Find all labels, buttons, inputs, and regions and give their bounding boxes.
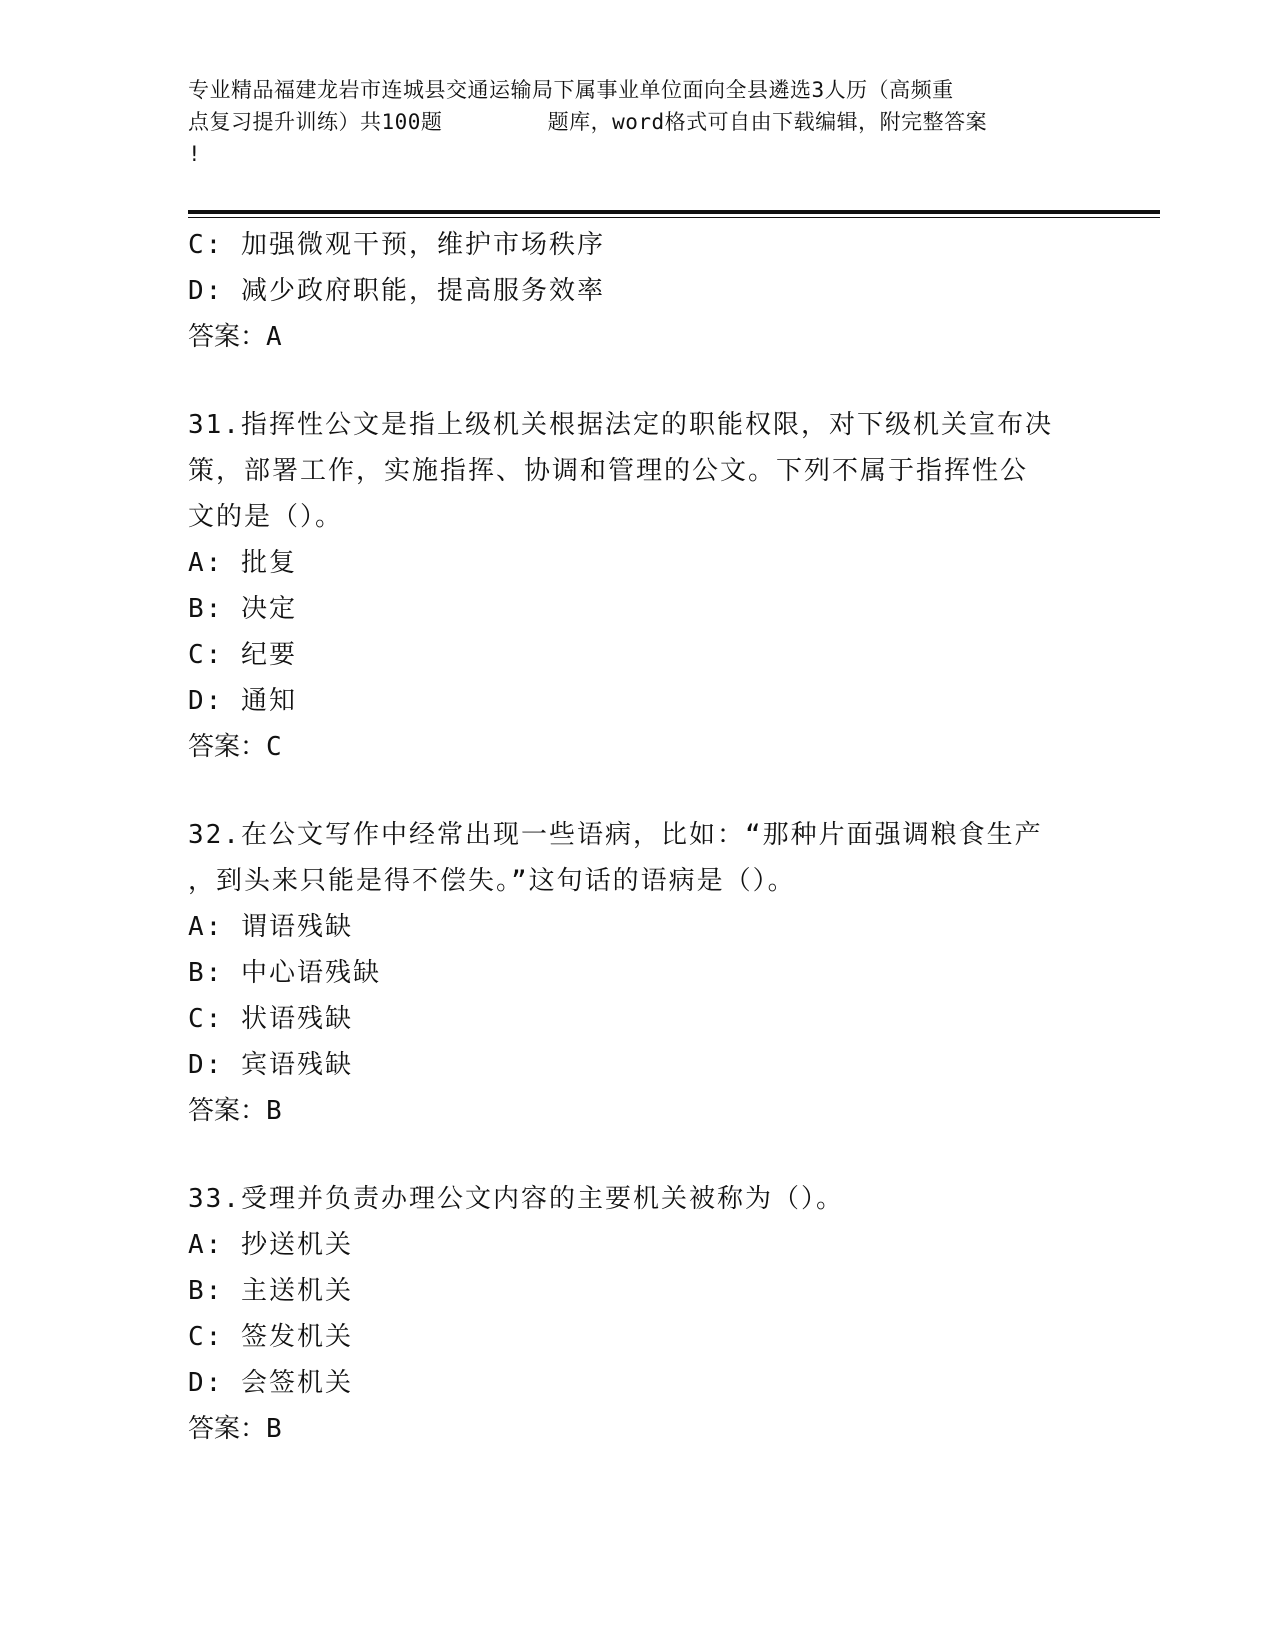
carryover-question: [188, 222, 1088, 360]
answer-line: 答案：B: [188, 1096, 282, 1126]
option-b: B: 主送机关: [188, 1276, 353, 1306]
question-31: [188, 402, 1088, 770]
question-list: [188, 222, 1088, 1452]
option-b: B: 决定: [188, 594, 297, 624]
option-c: C: 加强微观干预，维护市场秩序: [188, 230, 605, 260]
answer-line: 答案：A: [188, 322, 282, 352]
option-d: D: 会签机关: [188, 1368, 353, 1398]
option-a: A: 谓语残缺: [188, 912, 353, 942]
option-d: D: 宾语残缺: [188, 1050, 353, 1080]
question-stem: 31.指挥性公文是指上级机关根据法定的职能权限，对下级机关宣布决: [188, 410, 1053, 440]
header-divider-thin: [188, 217, 1160, 218]
question-stem: 文的是（）。: [188, 502, 344, 532]
option-d: D: 减少政府职能，提高服务效率: [188, 276, 605, 306]
option-d: D: 通知: [188, 686, 297, 716]
question-32: [188, 812, 1088, 1134]
option-c: C: 签发机关: [188, 1322, 353, 1352]
option-c: C: 纪要: [188, 640, 297, 670]
answer-line: 答案：C: [188, 732, 282, 762]
spacer: [188, 1134, 1088, 1176]
header-line: 专业精品福建龙岩市连城县交通运输局下属事业单位面向全县遴选3人历（高频重: [188, 78, 954, 102]
spacer: [188, 360, 1088, 402]
option-a: A: 抄送机关: [188, 1230, 353, 1260]
option-c: C: 状语残缺: [188, 1004, 353, 1034]
header-line: 点复习提升训练）共100题 题库，word格式可自由下载编辑，附完整答案: [188, 110, 988, 134]
question-stem: 32.在公文写作中经常出现一些语病，比如：“那种片面强调粮食生产: [188, 820, 1043, 850]
question-stem: ，到头来只能是得不偿失。”这句话的语病是（）。: [188, 866, 796, 896]
question-stem: 策，部署工作，实施指挥、协调和管理的公文。下列不属于指挥性公: [188, 456, 1029, 486]
option-a: A: 批复: [188, 548, 297, 578]
document-header: [188, 74, 1088, 170]
answer-line: 答案：B: [188, 1414, 282, 1444]
header-line: !: [188, 142, 202, 166]
question-stem: 33.受理并负责办理公文内容的主要机关被称为（）。: [188, 1184, 844, 1214]
option-b: B: 中心语残缺: [188, 958, 381, 988]
spacer: [188, 770, 1088, 812]
question-33: [188, 1176, 1088, 1452]
header-divider-thick: [188, 210, 1160, 214]
